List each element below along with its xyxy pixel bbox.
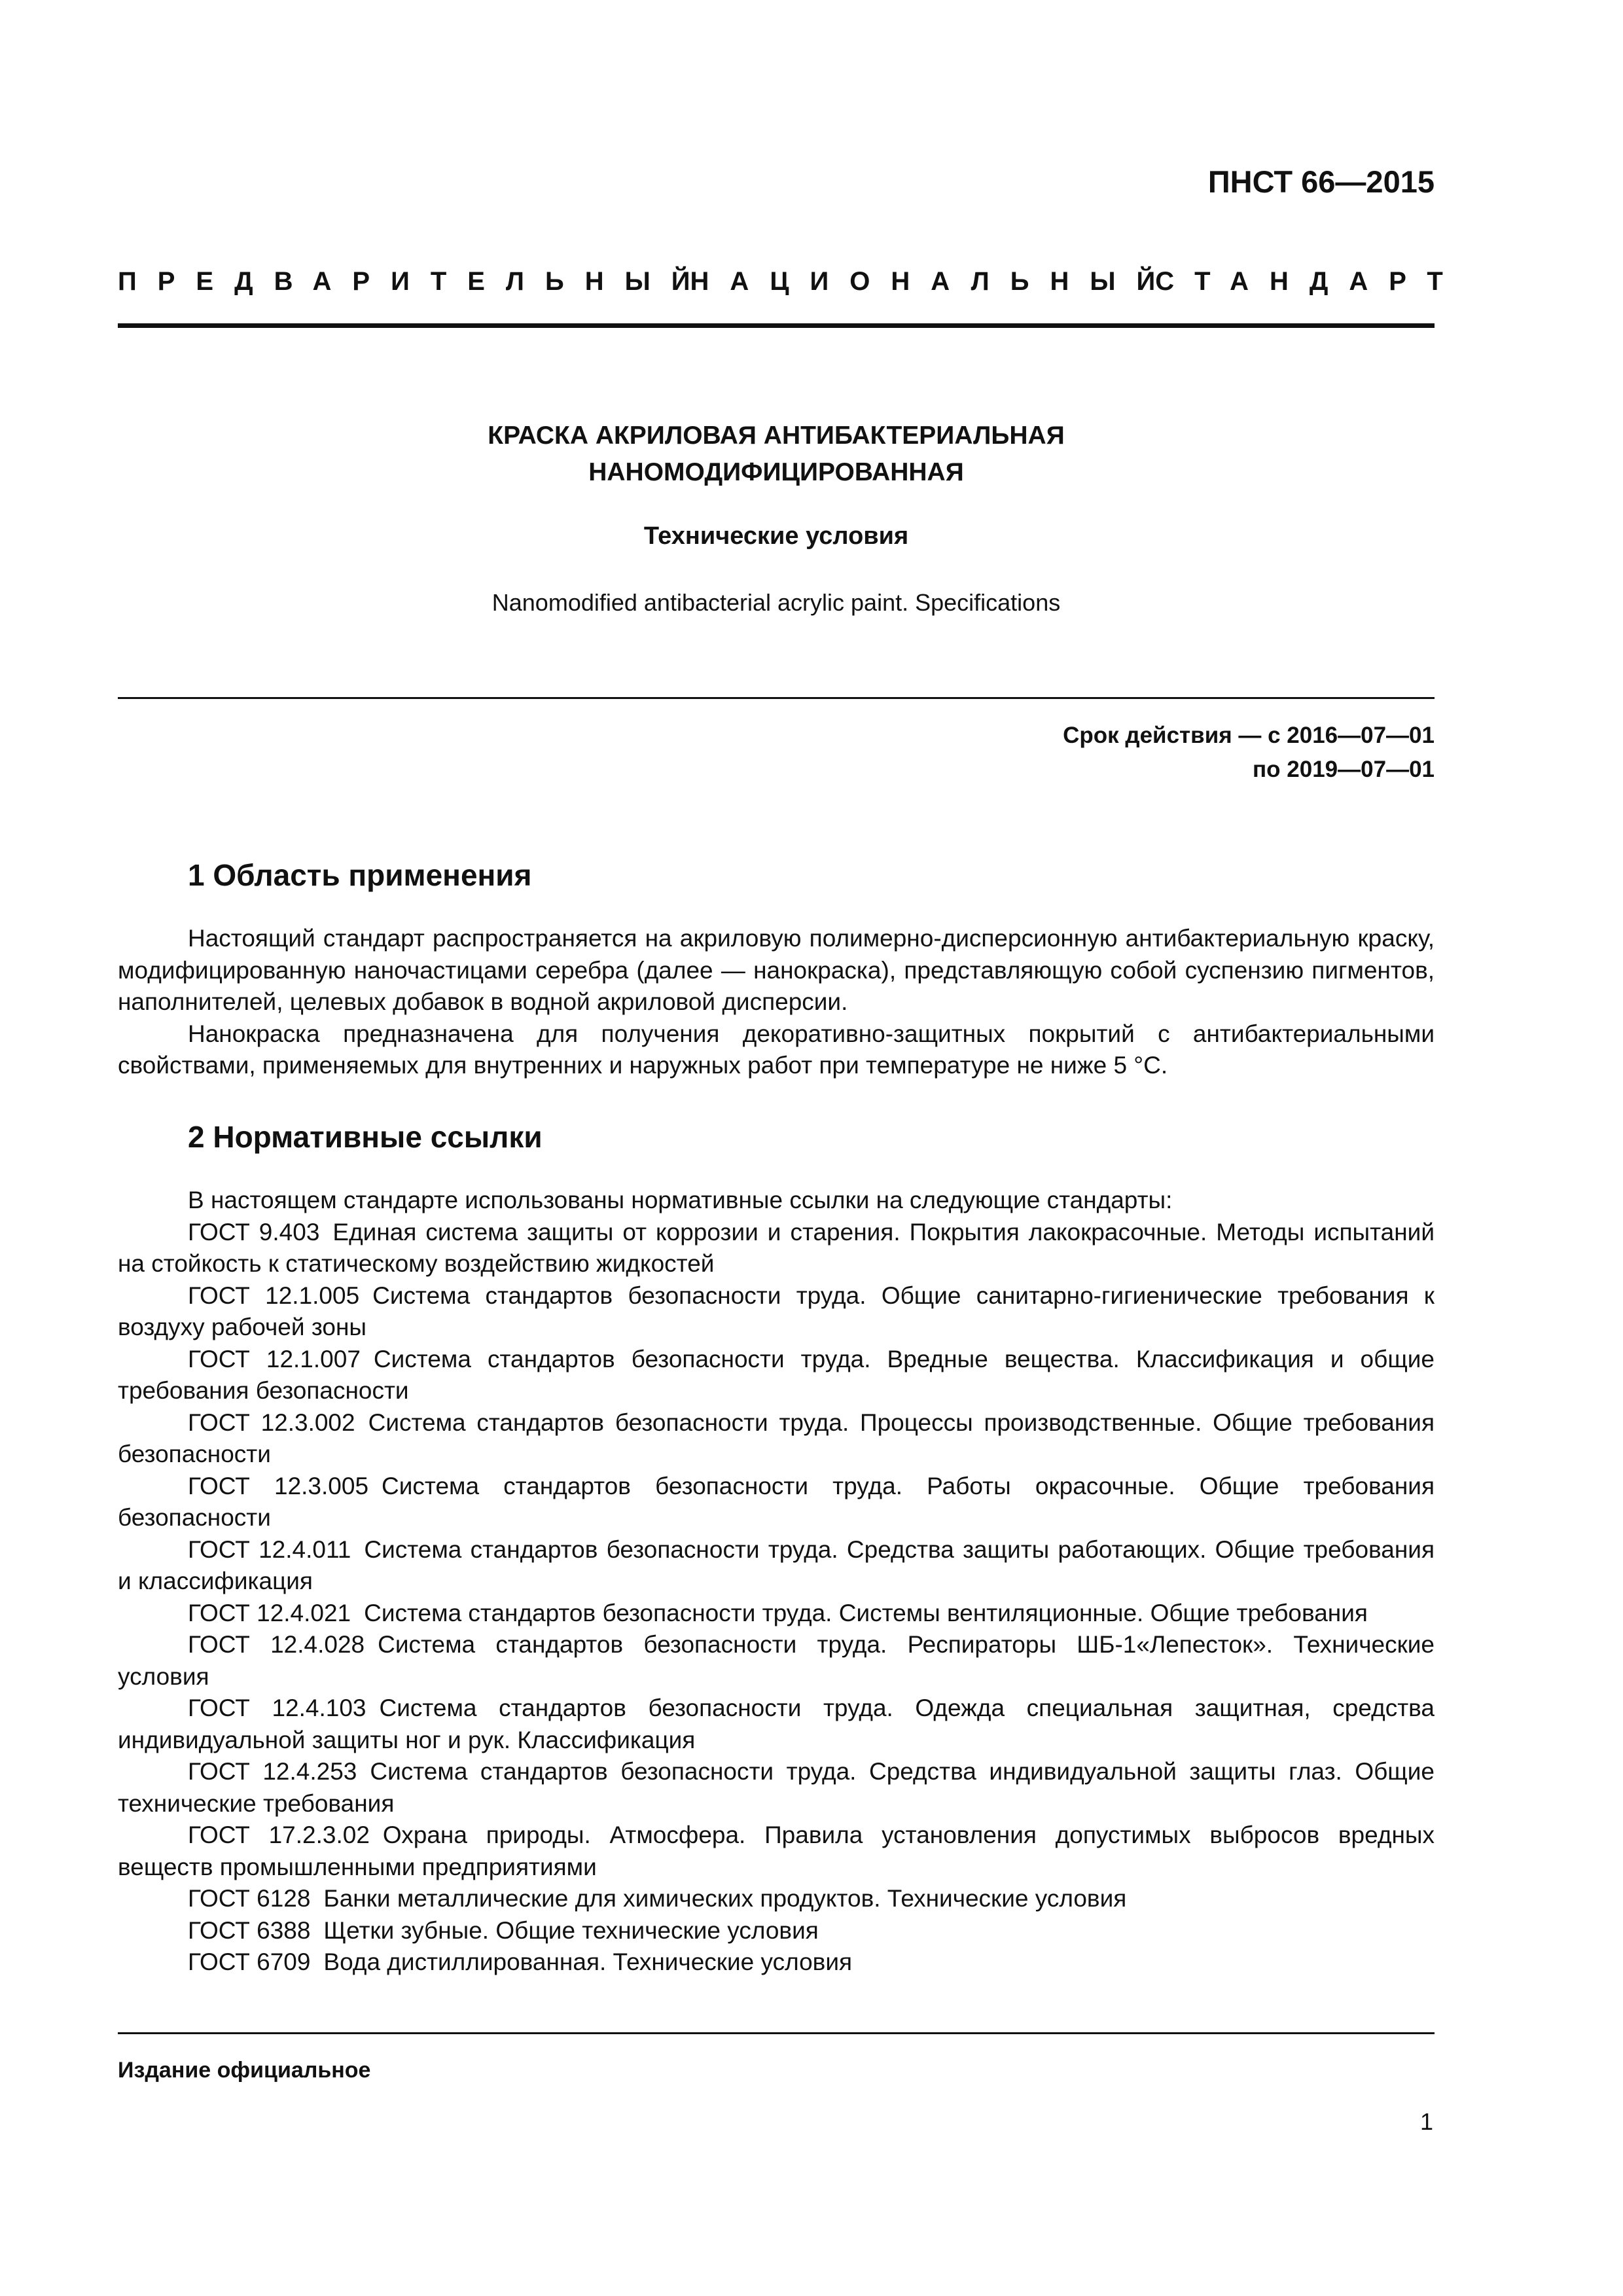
- standard-type-line: [118, 267, 1464, 296]
- reference-item: [118, 1820, 1435, 1883]
- reference-intro: В настоящем стандарте использованы нормативные ссылки на следующие стандарты:: [188, 1187, 1173, 1213]
- standard-designation: ПНСТ 66—2015: [1207, 164, 1435, 199]
- official-edition-label: Издание официальное: [118, 2058, 371, 2083]
- title-divider: [118, 697, 1435, 699]
- title-line: НАНОМОДИФИЦИРОВАННАЯ: [588, 458, 964, 486]
- section-heading: 1 Область применения: [188, 858, 532, 892]
- reference-code: ГОСТ 6388: [188, 1916, 311, 1944]
- reference-code: ГОСТ 12.4.028: [188, 1631, 365, 1658]
- reference-item: [118, 1756, 1435, 1820]
- reference-code: ГОСТ 6128: [188, 1885, 311, 1912]
- footer-divider: [118, 2032, 1435, 2034]
- reference-code: ГОСТ 12.4.021: [188, 1599, 351, 1626]
- reference-item: [118, 1915, 1435, 1947]
- reference-item: [118, 1280, 1435, 1344]
- reference-title: Система стандартов безопасности труда. Общие санитарно-гигиенические требования к воздуху рабочей зоны: [118, 1282, 1435, 1340]
- reference-code: ГОСТ 12.4.253: [188, 1758, 357, 1785]
- reference-item: [118, 1534, 1435, 1598]
- reference-item: [118, 1598, 1435, 1630]
- reference-item: [118, 1217, 1435, 1280]
- reference-title: Охрана природы. Атмосфера. Правила установления допустимых выбросов вредных веществ промышленными предприятиями: [118, 1821, 1435, 1880]
- section-body: [118, 923, 1435, 1082]
- paragraph: Настоящий стандарт распространяется на акриловую полимерно-дисперсионную антибактериальную краску, модифицированную наночастицами серебра (далее — нанокраска), представляющую собой суспензию пигментов, наполнителей, целевых добавок в водной акриловой дисперсии.: [118, 925, 1435, 1015]
- reference-item: [118, 1693, 1435, 1756]
- reference-title: Система стандартов безопасности труда. Одежда специальная защитная, средства индивидуальной защиты ног и рук. Классификация: [118, 1695, 1435, 1753]
- reference-item: [118, 1946, 1435, 1979]
- document-subtitle: Технические условия: [643, 522, 909, 550]
- reference-item: [118, 1344, 1435, 1407]
- reference-title: Система стандартов безопасности труда. Вредные вещества. Классификация и общие требования безопасности: [118, 1345, 1435, 1404]
- reference-code: ГОСТ 12.4.011: [188, 1535, 351, 1563]
- reference-item: [118, 1471, 1435, 1534]
- section-heading: 2 Нормативные ссылки: [188, 1120, 543, 1154]
- reference-list: [118, 1185, 1435, 1979]
- header-divider: [118, 323, 1435, 328]
- validity-line: Срок действия — с 2016—07—01: [1063, 723, 1435, 748]
- reference-title: Единая система защиты от коррозии и старения. Покрытия лакокрасочные. Методы испытаний на стойкость к статическому воздействию жидкостей: [118, 1218, 1435, 1277]
- reference-title: Система стандартов безопасности труда. Средства индивидуальной защиты глаз. Общие технические требования: [118, 1758, 1435, 1817]
- reference-code: ГОСТ 12.4.103: [188, 1695, 366, 1721]
- reference-title: Вода дистиллированная. Технические условия: [323, 1948, 853, 1975]
- reference-item: [118, 1883, 1435, 1915]
- reference-title: Система стандартов безопасности труда. Работы окрасочные. Общие требования безопасности: [118, 1472, 1435, 1531]
- standard-type-word: СТАНДАРТ: [1155, 267, 1464, 296]
- reference-title: Банки металлические для химических продуктов. Технические условия: [323, 1885, 1127, 1912]
- english-title: Nanomodified antibacterial acrylic paint. Specifications: [491, 589, 1061, 616]
- reference-title: Щетки зубные. Общие технические условия: [323, 1916, 819, 1944]
- reference-title: Система стандартов безопасности труда. Респираторы ШБ-1«Лепесток». Технические условия: [118, 1631, 1435, 1690]
- reference-item: [118, 1629, 1435, 1693]
- page-number: 1: [1419, 2108, 1433, 2135]
- reference-code: ГОСТ 17.2.3.02: [188, 1821, 370, 1848]
- validity-line: по 2019—07—01: [1253, 757, 1435, 782]
- reference-title: Система стандартов безопасности труда. Системы вентиляционные. Общие требования: [364, 1599, 1368, 1626]
- reference-title: Система стандартов безопасности труда. Процессы производственные. Общие требования безопасности: [118, 1408, 1435, 1467]
- reference-code: ГОСТ 9.403: [188, 1218, 320, 1246]
- reference-code: ГОСТ 12.3.002: [188, 1408, 355, 1436]
- standard-type-word: НАЦИОНАЛЬНЫЙ: [690, 267, 1177, 296]
- document-title: [118, 418, 1435, 491]
- validity-period: [1063, 719, 1435, 787]
- title-line: КРАСКА АКРИЛОВАЯ АНТИБАКТЕРИАЛЬНАЯ: [488, 422, 1065, 450]
- reference-code: ГОСТ 6709: [188, 1948, 311, 1975]
- reference-code: ГОСТ 12.3.005: [188, 1472, 369, 1499]
- reference-item: [118, 1407, 1435, 1471]
- reference-title: Система стандартов безопасности труда. Средства защиты работающих. Общие требования и классификация: [118, 1535, 1435, 1594]
- paragraph: Нанокраска предназначена для получения декоративно-защитных покрытий с антибактериальными свойствами, применяемых для внутренних и наружных работ при температуре не ниже 5 °C.: [118, 1020, 1435, 1079]
- reference-code: ГОСТ 12.1.005: [188, 1282, 360, 1309]
- reference-code: ГОСТ 12.1.007: [188, 1345, 361, 1372]
- standard-type-word: ПРЕДВАРИТЕЛЬНЫЙ: [118, 267, 711, 296]
